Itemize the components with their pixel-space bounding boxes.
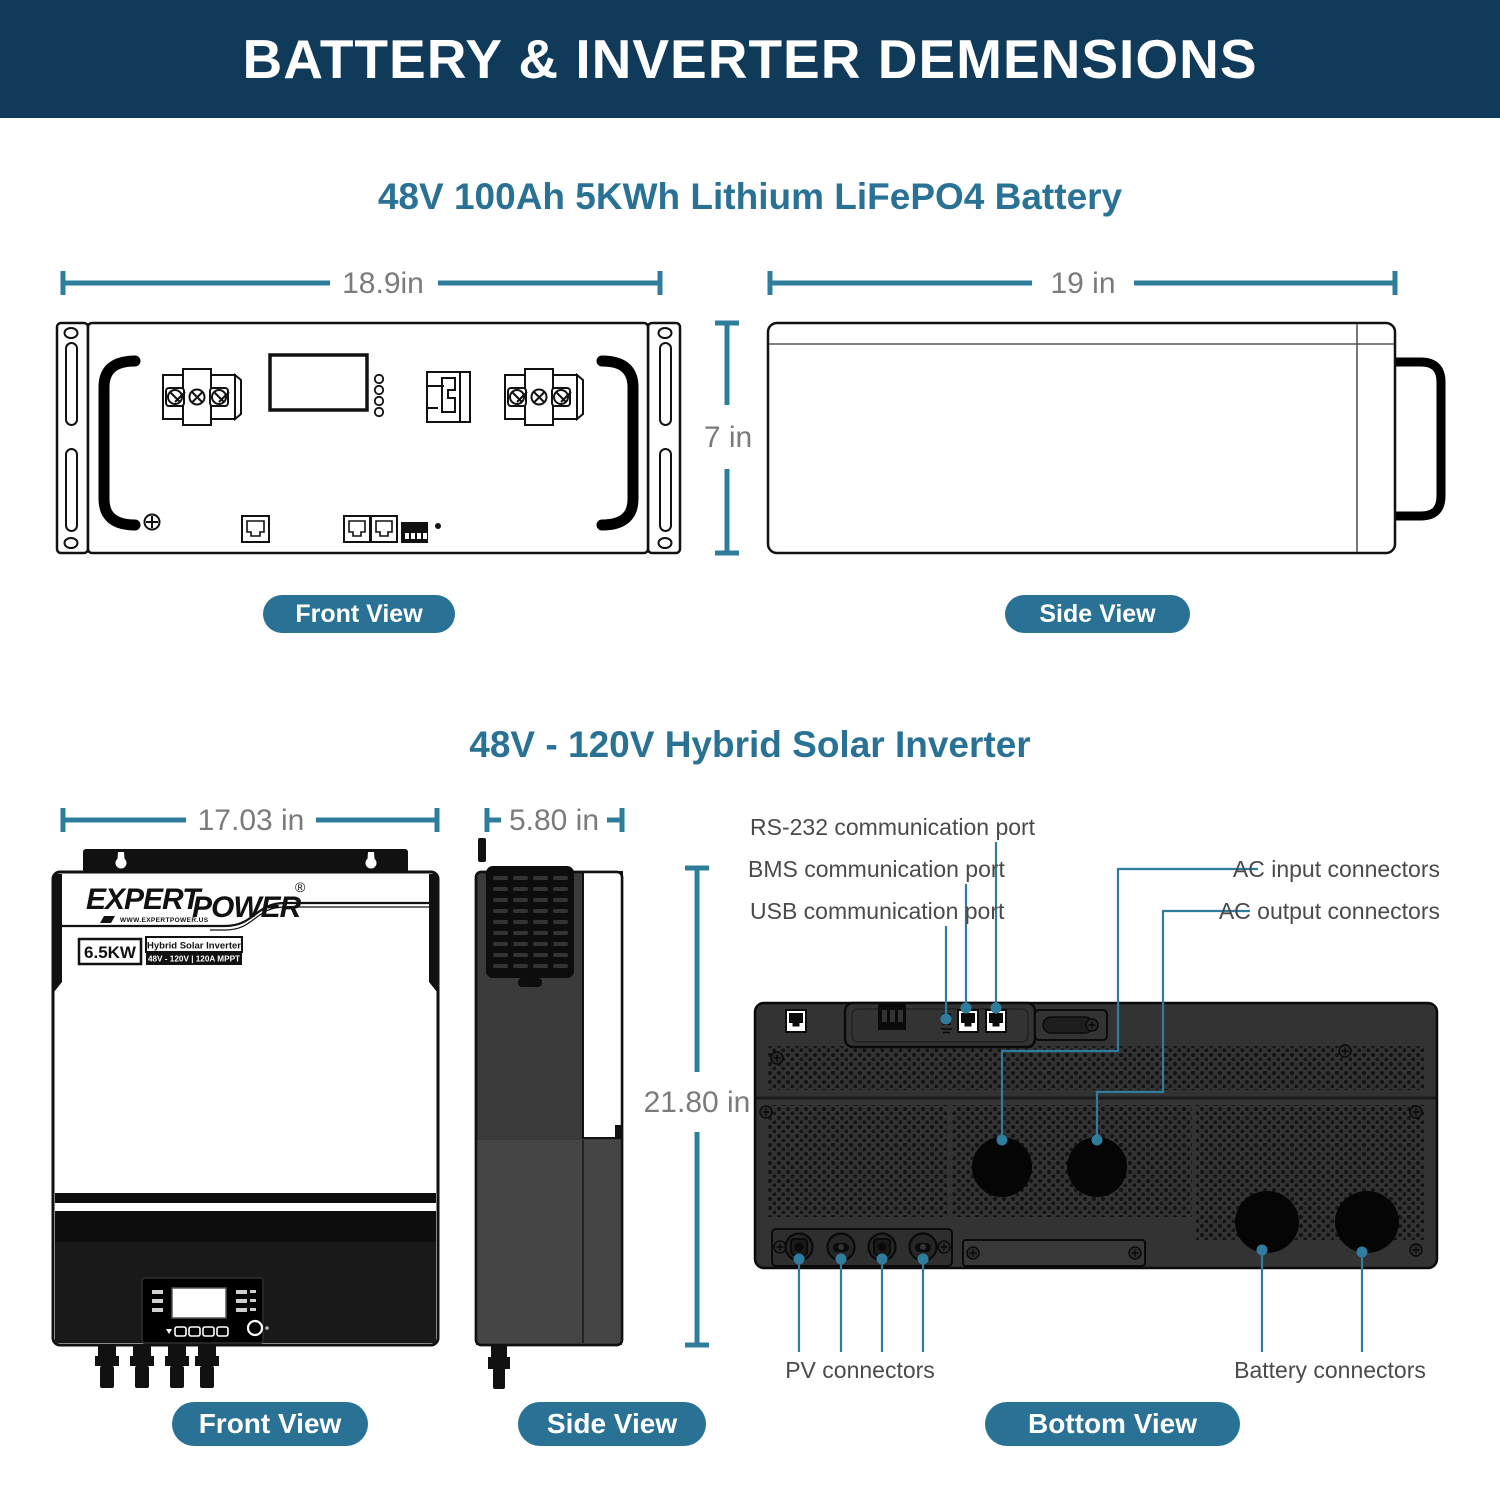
battery-hole-left bbox=[1235, 1191, 1299, 1253]
rack-ear-left bbox=[57, 323, 88, 553]
inverter-bottom-view-badge bbox=[985, 1402, 1240, 1446]
ground-screw bbox=[145, 515, 160, 530]
model-title-label: Hybrid Solar Inverter bbox=[147, 940, 241, 952]
reset-dot bbox=[435, 523, 441, 529]
rack-ear-right bbox=[648, 323, 680, 553]
battery-lcd-display bbox=[270, 355, 367, 410]
brand-power: POWER bbox=[192, 891, 301, 924]
inverter-side-drawing bbox=[455, 800, 760, 1460]
ac-output-hole bbox=[1067, 1137, 1127, 1197]
ac-input-hole bbox=[972, 1137, 1032, 1197]
battery-side-body bbox=[768, 323, 1395, 553]
side-slot bbox=[1035, 1010, 1107, 1040]
inverter-side-height-label: 21.80 in bbox=[643, 1086, 751, 1119]
battery-hole-right bbox=[1335, 1191, 1399, 1253]
terminal-block-left bbox=[163, 369, 241, 425]
rj45-port-double bbox=[344, 516, 397, 542]
comm-module bbox=[845, 1003, 1035, 1047]
usb-label: USB communication port bbox=[750, 898, 1005, 924]
battery-side-view-badge bbox=[1005, 595, 1190, 633]
battery-side-width-label: 19 in bbox=[1050, 267, 1116, 300]
battery-side-width-dimension bbox=[770, 267, 1395, 300]
inverter-side-base bbox=[476, 1140, 622, 1345]
power-dot bbox=[265, 1326, 269, 1330]
breaker-switch bbox=[427, 372, 470, 422]
corner-cap-left bbox=[54, 874, 62, 992]
battery-connectors-label: Battery connectors bbox=[1234, 1357, 1426, 1383]
terminal-block-right bbox=[505, 369, 583, 425]
registered-mark-icon: ® bbox=[295, 879, 306, 895]
control-panel bbox=[142, 1278, 269, 1343]
power-button bbox=[248, 1321, 262, 1335]
corner-cap-right bbox=[429, 874, 437, 992]
inverter-side-front-panel bbox=[583, 872, 622, 1138]
bms-rj45-port bbox=[958, 1010, 978, 1032]
inverter-side-depth-label: 5.80 in bbox=[508, 804, 600, 837]
battery-side-view-label: Side View bbox=[1039, 599, 1156, 628]
title-banner bbox=[0, 0, 1500, 118]
inverter-front-width-label: 17.03 in bbox=[197, 804, 305, 837]
antenna-stub bbox=[478, 838, 486, 862]
page-title: BATTERY & INVERTER DEMENSIONS bbox=[242, 28, 1258, 90]
inverter-section-heading: 48V - 120V Hybrid Solar Inverter bbox=[469, 724, 1031, 765]
inverter-bottom-drawing bbox=[740, 800, 1500, 1460]
inverter-side-view-badge bbox=[518, 1402, 706, 1446]
rj45-port-single bbox=[242, 516, 269, 542]
inverter-front-lower-section bbox=[55, 1193, 436, 1343]
chassis-rj45-port bbox=[786, 1010, 806, 1032]
battery-section-heading: 48V 100Ah 5KWh Lithium LiFePO4 Battery bbox=[377, 176, 1123, 217]
brand-website: WWW.EXPERTPOWER.US bbox=[120, 917, 209, 924]
inverter-front-view-badge bbox=[172, 1402, 368, 1446]
inverter-front-width-dimension bbox=[63, 804, 437, 837]
battery-front-view-badge bbox=[263, 595, 455, 633]
inverter-side-depth-dimension bbox=[487, 804, 622, 837]
rs232-label: RS-232 communication port bbox=[750, 814, 1036, 840]
dip-switch bbox=[401, 522, 428, 543]
battery-front-width-label: 18.9in bbox=[342, 267, 424, 300]
inverter-front-drawing bbox=[40, 800, 470, 1460]
battery-front-drawing bbox=[40, 255, 760, 575]
bms-label: BMS communication port bbox=[748, 856, 1005, 882]
ac-input-label: AC input connectors bbox=[1232, 856, 1440, 882]
blank-plate bbox=[963, 1240, 1145, 1266]
rating-badges bbox=[79, 937, 242, 965]
battery-front-width-dimension bbox=[63, 267, 660, 300]
battery-side-handle bbox=[1395, 362, 1441, 516]
brand-expert: EXPERT bbox=[86, 883, 200, 916]
ac-output-label: AC output connectors bbox=[1218, 898, 1440, 924]
inverter-side-height-dimension bbox=[644, 868, 751, 1345]
inverter-front-view-label: Front View bbox=[198, 1408, 342, 1439]
power-rating-label: 6.5KW bbox=[84, 943, 136, 962]
fan-grille bbox=[486, 866, 574, 987]
battery-side-drawing bbox=[760, 255, 1460, 575]
battery-front-view-label: Front View bbox=[295, 599, 423, 628]
lcd-screen bbox=[172, 1288, 226, 1318]
battery-front-height-dimension bbox=[704, 323, 752, 553]
model-spec-label: 48V - 120V | 120A MPPT bbox=[147, 954, 241, 964]
grille-tab bbox=[518, 978, 542, 987]
mc4-connector-stubs bbox=[95, 1345, 219, 1388]
cable-gland bbox=[488, 1345, 510, 1389]
inverter-side-view-label: Side View bbox=[546, 1408, 678, 1439]
inverter-bottom-view-label: Bottom View bbox=[1027, 1408, 1198, 1439]
battery-front-height-label: 7 in bbox=[703, 421, 753, 454]
pv-connectors-label: PV connectors bbox=[785, 1357, 935, 1383]
